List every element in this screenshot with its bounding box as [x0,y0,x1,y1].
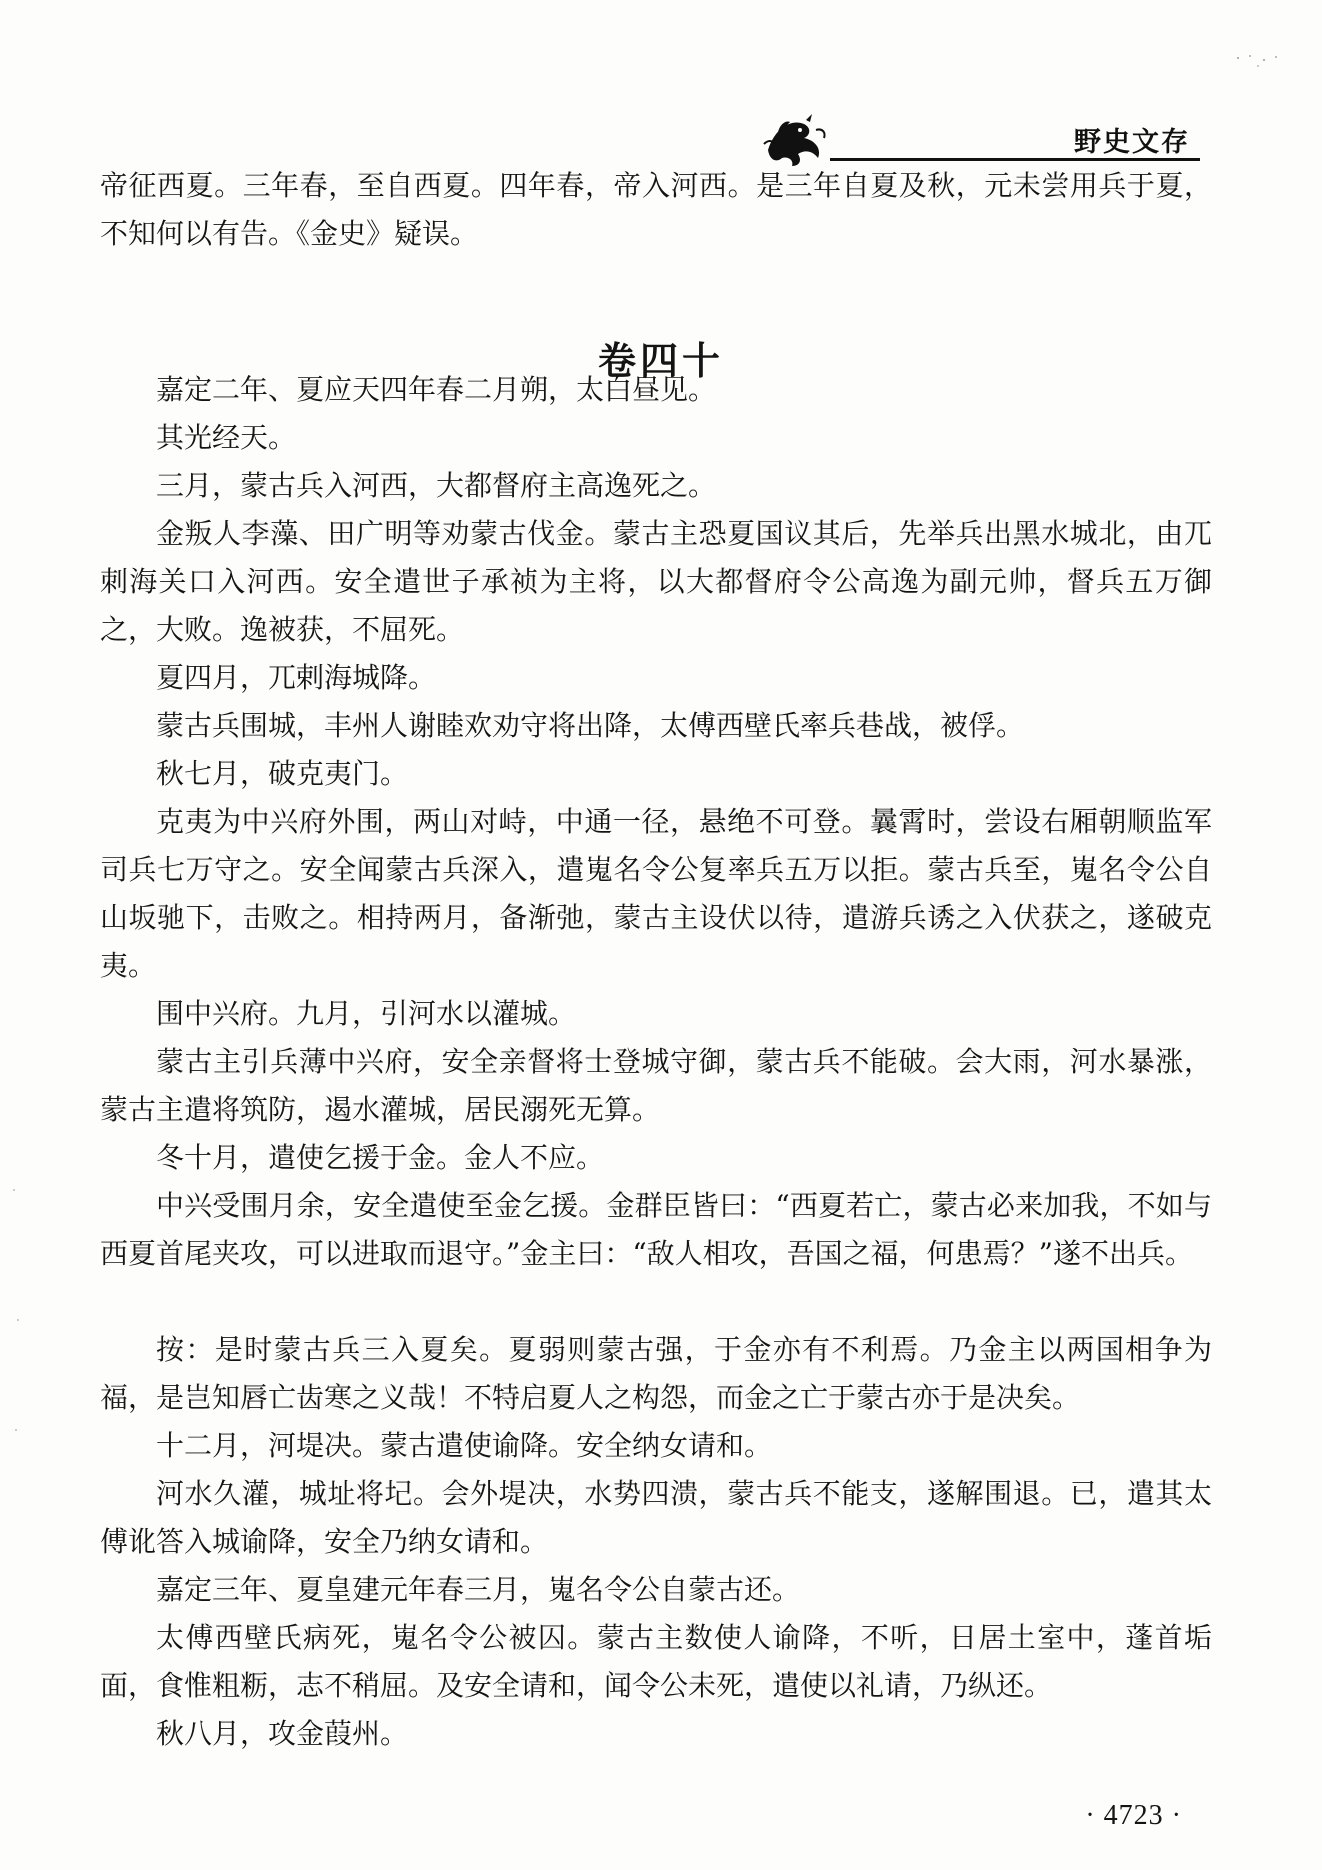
margin-specks [8,1180,28,1440]
paragraph: 秋八月，攻金葭州。 [156,1717,409,1750]
paragraph: 三月，蒙古兵入河西，大都督府主高逸死之。 [156,469,717,502]
paragraph: 太傅西壁氏病死，嵬名令公被囚。蒙古主数使人谕降，不听，日居土室中，蓬首垢面，食惟粗粝，志不稍屈。及安全请和，闻令公未死，遣使以礼请，乃纵还。 [100,1621,1212,1702]
paragraph: 嘉定二年、夏应天四年春二月朔，太白昼见。 [156,373,717,406]
paragraph: 围中兴府。九月，引河水以灌城。 [156,997,577,1030]
page-number: · 4723 · [1085,1800,1182,1831]
paragraph: 克夷为中兴府外围，两山对峙，中通一径，悬绝不可登。曩霄时，尝设右厢朝顺监军司兵七万守之。安全闻蒙古兵深入，遣嵬名令公复率兵五万以拒。蒙古兵至，嵬名令公自山坂驰下，击败之。相持两月，备渐弛，蒙古主设伏以待，遣游兵诱之入伏获之，遂破克夷。 [100,805,1212,982]
page-header [760,110,1200,170]
paragraph: 帝征西夏。三年春，至自西夏。四年春，帝入河西。是三年自夏及秋，元未尝用兵于夏，不知何以有告。《金史》疑误。 [100,169,1212,250]
paragraph: 蒙古兵围城，丰州人谢睦欢劝守将出降，太傅西壁氏率兵巷战，被俘。 [156,709,1025,742]
paragraph: 河水久灌，城址将圮。会外堤决，水势四溃，蒙古兵不能支，遂解围退。已，遣其太傅讹答入城谕降，安全乃纳女请和。 [100,1477,1212,1558]
paragraph: 嘉定三年、夏皇建元年春三月，嵬名令公自蒙古还。 [156,1573,801,1606]
chapter-heading: 卷四十 [597,339,724,383]
paragraph: 按：是时蒙古兵三入夏矣。夏弱则蒙古强，于金亦有不利焉。乃金主以两国相争为福，是岂知唇亡齿寒之义哉！不特启夏人之构怨，而金之亡于蒙古亦于是决矣。 [100,1333,1212,1414]
running-title: 野史文存 [1074,127,1190,158]
paragraph: 十二月，河堤决。蒙古遣使谕降。安全纳女请和。 [156,1429,773,1462]
paragraph: 夏四月，兀剌海城降。 [156,661,437,694]
paragraph: 秋七月，破克夷门。 [156,757,409,790]
paragraph: 冬十月，遣使乞援于金。金人不应。 [156,1141,605,1174]
scan-specks [1230,52,1290,72]
paragraph: 中兴受围月余，安全遣使至金乞援。金群臣皆曰：“西夏若亡，蒙古必来加我，不如与西夏首尾夹攻，可以进取而退守。”金主曰：“敌人相攻，吾国之福，何患焉？”遂不出兵。 [100,1189,1212,1270]
dragon-emblem-icon [760,110,830,168]
paragraph: 金叛人李藻、田广明等劝蒙古伐金。蒙古主恐夏国议其后，先举兵出黑水城北，由兀刺海关口入河西。安全遣世子承祯为主将，以大都督府令公高逸为副元帅，督兵五万御之，大败。逸被获，不屈死。 [100,517,1212,646]
paragraph: 其光经天。 [156,421,297,454]
paragraph: 蒙古主引兵薄中兴府，安全亲督将士登城守御，蒙古兵不能破。会大雨，河水暴涨，蒙古主遣将筑防，遏水灌城，居民溺死无算。 [100,1045,1212,1126]
